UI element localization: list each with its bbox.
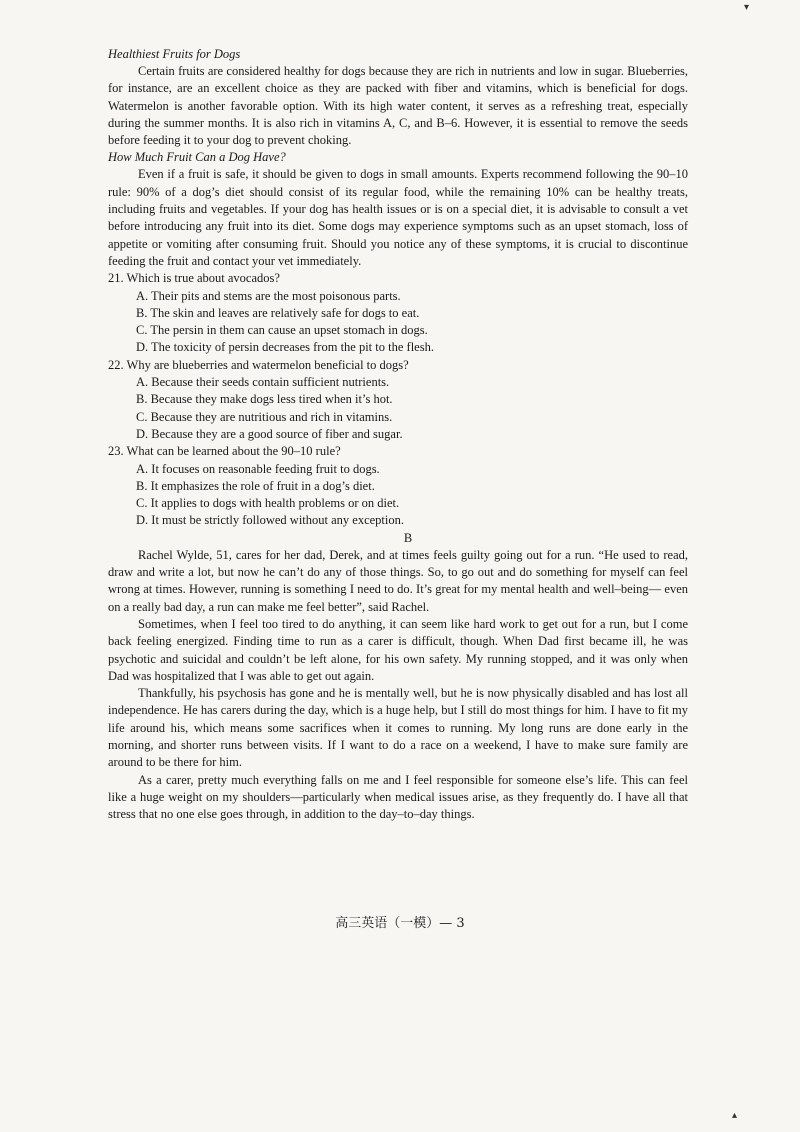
- option-a: A. Their pits and stems are the most poisonous parts.: [136, 288, 401, 303]
- paragraph-b-1: Rachel Wylde, 51, cares for her dad, Derek, and at times feels guilty going out for a run. “He used to read, draw and write a lot, but now he can’t do any of those things. So, to go out and do something for myself can feel wrong at times. However, running is something I need to do. It’s great for my mental health and well–being— even on a really bad day, a run can make me feel better”, said Rachel.: [108, 547, 688, 614]
- option-c: C. Because they are nutritious and rich in vitamins.: [136, 409, 393, 424]
- question-stem: 21. Which is true about avocados?: [108, 271, 280, 286]
- corner-mark-top: ▾: [744, 2, 750, 13]
- option-b: B. The skin and leaves are relatively safe for dogs to eat.: [136, 305, 420, 320]
- option-a: A. Because their seeds contain sufficient nutrients.: [136, 375, 390, 390]
- option-c: C. It applies to dogs with health problems or on diet.: [136, 496, 400, 511]
- section-letter-b: B: [403, 530, 413, 545]
- option-a: A. It focuses on reasonable feeding fruit to dogs.: [136, 461, 380, 476]
- option-d: D. The toxicity of persin decreases from the pit to the flesh.: [136, 340, 434, 355]
- page-content: [108, 46, 688, 823]
- question-stem: 22. Why are blueberries and watermelon beneficial to dogs?: [108, 357, 409, 372]
- heading-healthiest-fruits: Healthiest Fruits for Dogs: [108, 47, 241, 61]
- paragraph-b-4: As a carer, pretty much everything falls on me and I feel responsible for someone else’s life. This can feel like a huge weight on my shoulders—particularly when medical issues arise, as they frequently do. I have all that stress that no one else goes through, in addition to the day–to–day things.: [108, 772, 688, 822]
- question-22: [108, 357, 688, 443]
- option-b: B. It emphasizes the role of fruit in a dog’s diet.: [136, 478, 375, 493]
- option-c: C. The persin in them can cause an upset stomach in dogs.: [136, 323, 428, 338]
- paragraph-b-2: Sometimes, when I feel too tired to do anything, it can seem like hard work to get out for a run, but I come back feeling energized. Finding time to run as a carer is difficult, though. When Dad first became ill, he was psychotic and suicidal and couldn’t be left alone, for his own safety. My running stopped, and it was only when Dad was hospitalized that I was able to get out again.: [108, 616, 688, 683]
- question-21: [108, 270, 688, 356]
- corner-mark-bottom: ▴: [732, 1110, 738, 1121]
- option-d: D. Because they are a good source of fiber and sugar.: [136, 426, 403, 441]
- paragraph-b-3: Thankfully, his psychosis has gone and he is mentally well, but he is now physically disabled and has lost all independence. He has carers during the day, which is a huge help, but I still do most things for him. I have to fit my life around his, which means some sacrifices when it comes to running. My long runs are done early in the morning, and shorter runs between visits. If I want to do a race on a weekend, I have to make sure family are around to be there for him.: [108, 686, 688, 770]
- question-stem: 23. What can be learned about the 90–10 rule?: [108, 444, 341, 459]
- option-d: D. It must be strictly followed without any exception.: [136, 513, 405, 528]
- question-23: [108, 443, 688, 529]
- page-footer: 高三英语（一模）— 3: [335, 916, 465, 931]
- paragraph-healthy-fruits: Certain fruits are considered healthy for dogs because they are rich in nutrients and low in sugar. Blueberries, for instance, are an excellent choice as they are packed with fiber and vitamins, which is beneficial for dogs. Watermelon is another favorable option. With its high water content, it serves as a refreshing treat, especially during the summer months. It is also rich in vitamins A, C, and B–6. However, it is essential to remove the seeds before feeding it to your dog to prevent choking.: [108, 64, 688, 148]
- option-b: B. Because they make dogs less tired when it’s hot.: [136, 392, 393, 407]
- paragraph-fruit-amount: Even if a fruit is safe, it should be given to dogs in small amounts. Experts recommend following the 90–10 rule: 90% of a dog’s diet should consist of its regular food, while the remaining 10% can be healthy treats, including fruits and vegetables. If your dog has health issues or is on a special diet, it is advisable to consult a vet before introducing any fruit into its diet. Some dogs may experience symptoms such as an upset stomach, loss of appetite or vomiting after consuming fruit. Should you notice any of these symptoms, it is crucial to discontinue feeding the fruit and contact your vet immediately.: [108, 167, 688, 268]
- heading-how-much-fruit: How Much Fruit Can a Dog Have?: [108, 150, 286, 165]
